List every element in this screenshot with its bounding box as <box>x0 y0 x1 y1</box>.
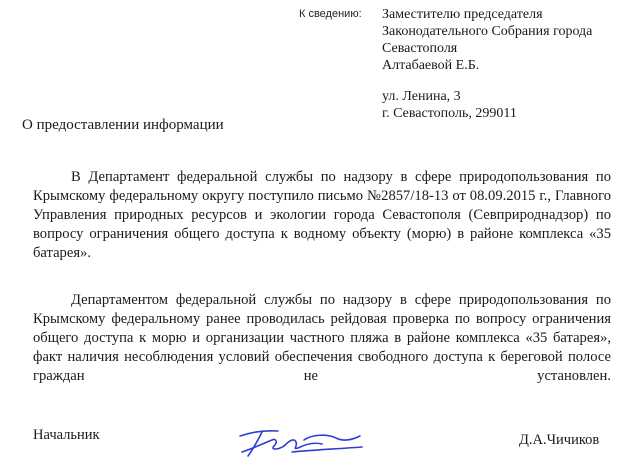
address-line: ул. Ленина, 3 <box>382 89 461 104</box>
addressee-line: Заместителю председателя <box>382 7 543 22</box>
cc-label: К сведению: <box>299 8 362 20</box>
body-paragraph: Департаментом федеральной службы по надзору в сфере природопользования по Крымскому федеральному ранее проводилась рейдовая проверка по вопросу ограничения общего доступа к морю и организации частного пляжа в районе комплекса «35 батарея», факт наличия несоблюдения условий обеспечения свободного доступа к береговой полосе граждан не установлен. <box>33 292 611 384</box>
addressee-line: Законодательного Собрания города <box>382 24 593 39</box>
signatory-name: Д.А.Чичиков <box>519 432 600 448</box>
body-paragraph: В Департамент федеральной службы по надзору в сфере природопользования по Крымскому федеральному округу поступило письмо №2857/18-13 от 08.09.2015 г., Главного Управления природных ресурсов и экологии города Севастополя (Севприроднадзор) по вопросу ограничения общего доступа к водному объекту (морю) в районе комплекса «35 батарея». <box>33 169 611 261</box>
address-line: г. Севастополь, 299011 <box>382 106 517 121</box>
address-block <box>382 88 517 122</box>
addressee-line: Севастополя <box>382 41 458 56</box>
subject-line: О предоставлении информации <box>22 117 224 133</box>
signatory-title: Начальник <box>33 427 100 443</box>
handwritten-signature <box>232 422 382 462</box>
addressee-block <box>382 6 622 74</box>
addressee-line: Алтабаевой Е.Б. <box>382 58 480 73</box>
